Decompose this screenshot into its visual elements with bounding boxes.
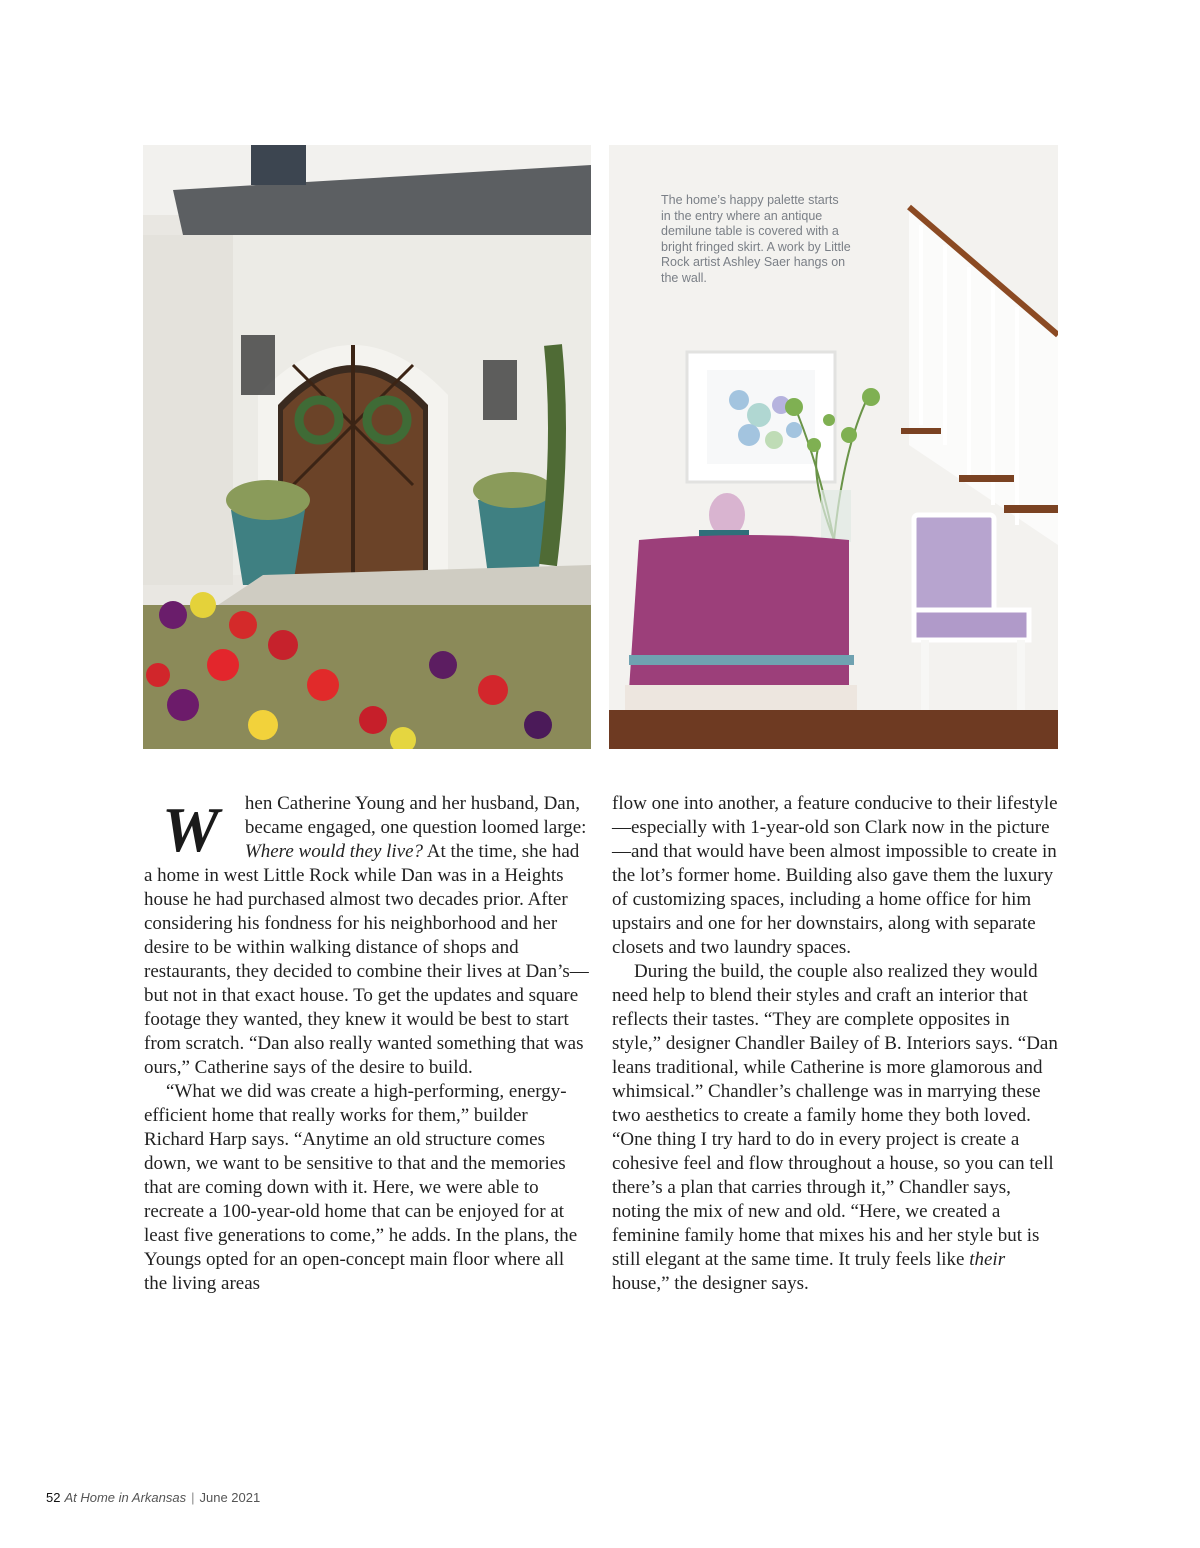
article-paragraph bbox=[612, 960, 1058, 1296]
entry-interior-photo bbox=[609, 145, 1058, 749]
photo-caption: The home’s happy palette starts in the entry where an antique demilune table is covered with a bright fringed skirt. A work by Little Rock artist Ashley Saer hangs on the wall. bbox=[661, 193, 851, 285]
paragraph-text: house,” the designer says. bbox=[612, 1273, 809, 1294]
paragraph-text: During the build, the couple also realized they would need help to blend their styles and craft an interior that reflects their tastes. “They are complete opposites in style,” designer Chandler Bailey of B. Interiors says. “Dan leans traditional, while Catherine is more glamorous and whimsical.” Chandler’s challenge was in marrying these two aesthetics to create a family home they both loved. “One thing I try hard to do in every project is create a cohesive feel and flow throughout a house, so you can tell there’s a plan that carries through it,” Chandler says, noting the mix of new and old. “Here, we created a feminine family home that mixes his and her style but is still elegant at the same time. It truly feels like bbox=[612, 961, 1058, 1270]
drop-cap: W bbox=[162, 794, 219, 865]
issue-date: June 2021 bbox=[199, 1490, 261, 1505]
magazine-name: At Home in Arkansas bbox=[64, 1490, 187, 1505]
paragraph-text: hen Catherine Young and her husband, Dan, became engaged, one question loomed large: bbox=[244, 793, 587, 838]
article-column-right bbox=[612, 792, 1058, 1296]
article-paragraph: “What we did was create a high-performing, energy-efficient home that really works for them,” builder Richard Harp says. “Anytime an old structure comes down, we want to be sensitive to that and the memories that are coming down with it. Here, we were able to recreate a 100-year-old home that can be enjoyed for at least five generations to come,” he adds. In the plans, the Youngs opted for an open-concept main floor where all the living areas bbox=[144, 1081, 578, 1294]
footer-separator: | bbox=[191, 1490, 195, 1505]
house-exterior-photo bbox=[143, 145, 591, 749]
house-exterior-illustration bbox=[143, 145, 591, 749]
paragraph-italic: Where would they live? bbox=[244, 841, 424, 862]
page-footer bbox=[46, 1490, 260, 1505]
article-column-left bbox=[144, 792, 590, 1296]
article-paragraph bbox=[144, 792, 590, 1080]
paragraph-italic: their bbox=[969, 1249, 1006, 1270]
page-number: 52 bbox=[46, 1490, 61, 1505]
article-paragraph: flow one into another, a feature conducive to their lifestyle—especially with 1-year-old son Clark now in the picture—and that would have been almost impossible to create in the lot’s former home. Building also gave them the luxury of customizing spaces, including a home office for him upstairs and one for her downstairs, along with separate closets and two laundry spaces. bbox=[612, 793, 1058, 958]
paragraph-text: At the time, she had a home in west Little Rock while Dan was in a Heights house he had purchased almost two decades prior. After considering his fondness for his neighborhood and her desire to be within walking distance of shops and restaurants, they decided to combine their lives at Dan’s—but not in that exact house. To get the updates and square footage they wanted, they knew it would be best to start from scratch. “Dan also really wanted something that was ours,” Catherine says of the desire to build. bbox=[144, 841, 589, 1078]
